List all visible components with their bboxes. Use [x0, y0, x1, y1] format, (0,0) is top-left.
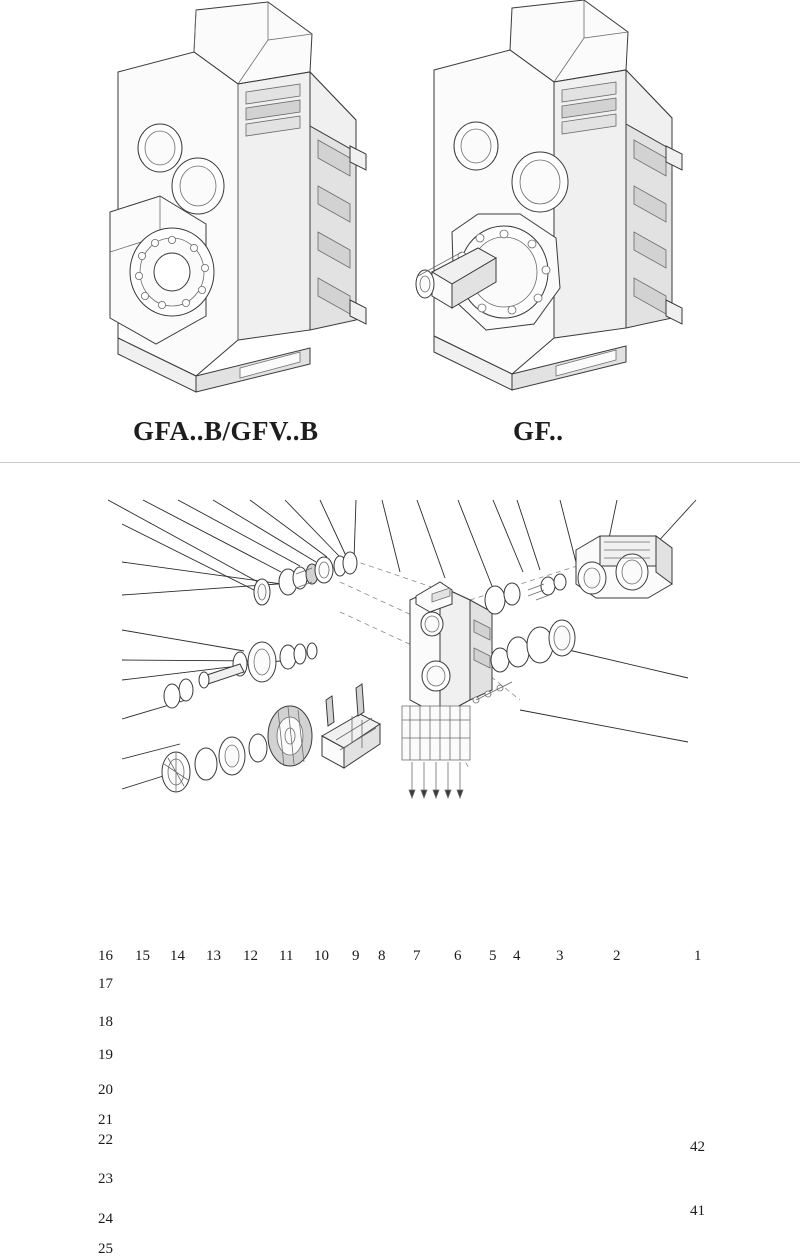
exploded-diagram-section — [0, 463, 800, 1257]
shaft-gear-stack-lower — [162, 684, 380, 792]
gearbox-isometric-views — [0, 0, 800, 462]
callout-5: 5 — [489, 948, 497, 964]
right-gearbox-view — [416, 0, 682, 390]
callout-12: 12 — [243, 948, 258, 964]
callout-20: 20 — [98, 1082, 113, 1098]
callout-7: 7 — [413, 948, 421, 964]
callout-1: 1 — [694, 948, 702, 964]
callout-17: 17 — [98, 976, 113, 992]
callout-13: 13 — [206, 948, 221, 964]
callout-14: 14 — [170, 948, 185, 964]
callout-19: 19 — [98, 1047, 113, 1063]
callout-23: 23 — [98, 1171, 113, 1187]
callout-4: 4 — [513, 948, 521, 964]
callout-18: 18 — [98, 1014, 113, 1030]
motor-adapter-assembly — [576, 536, 672, 598]
base-bolts — [409, 762, 463, 798]
callout-15: 15 — [135, 948, 150, 964]
ring-spacer-stack-right — [485, 574, 575, 672]
callout-9: 9 — [352, 948, 360, 964]
left-view-caption: GFA..B/GFV..B — [133, 416, 319, 446]
callout-8: 8 — [378, 948, 386, 964]
callout-2: 2 — [613, 948, 621, 964]
right-view-caption: GF.. — [513, 416, 564, 446]
shaft-gear-stack-upper — [254, 552, 357, 605]
callout-10: 10 — [314, 948, 329, 964]
callout-6: 6 — [454, 948, 462, 964]
shaft-gear-stack-middle — [164, 642, 317, 708]
callout-22: 22 — [98, 1132, 113, 1148]
gear-housing-body — [402, 582, 492, 798]
callout-3: 3 — [556, 948, 564, 964]
callout-11: 11 — [279, 948, 294, 964]
callout-24: 24 — [98, 1211, 113, 1227]
callout-25: 25 — [98, 1241, 113, 1257]
callout-16: 16 — [98, 948, 113, 964]
top-views-section — [0, 0, 800, 462]
exploded-assembly-drawing — [0, 463, 800, 800]
callout-41: 41 — [690, 1203, 705, 1219]
left-gearbox-view — [110, 2, 366, 392]
callout-21: 21 — [98, 1112, 113, 1128]
callout-42: 42 — [690, 1139, 705, 1155]
